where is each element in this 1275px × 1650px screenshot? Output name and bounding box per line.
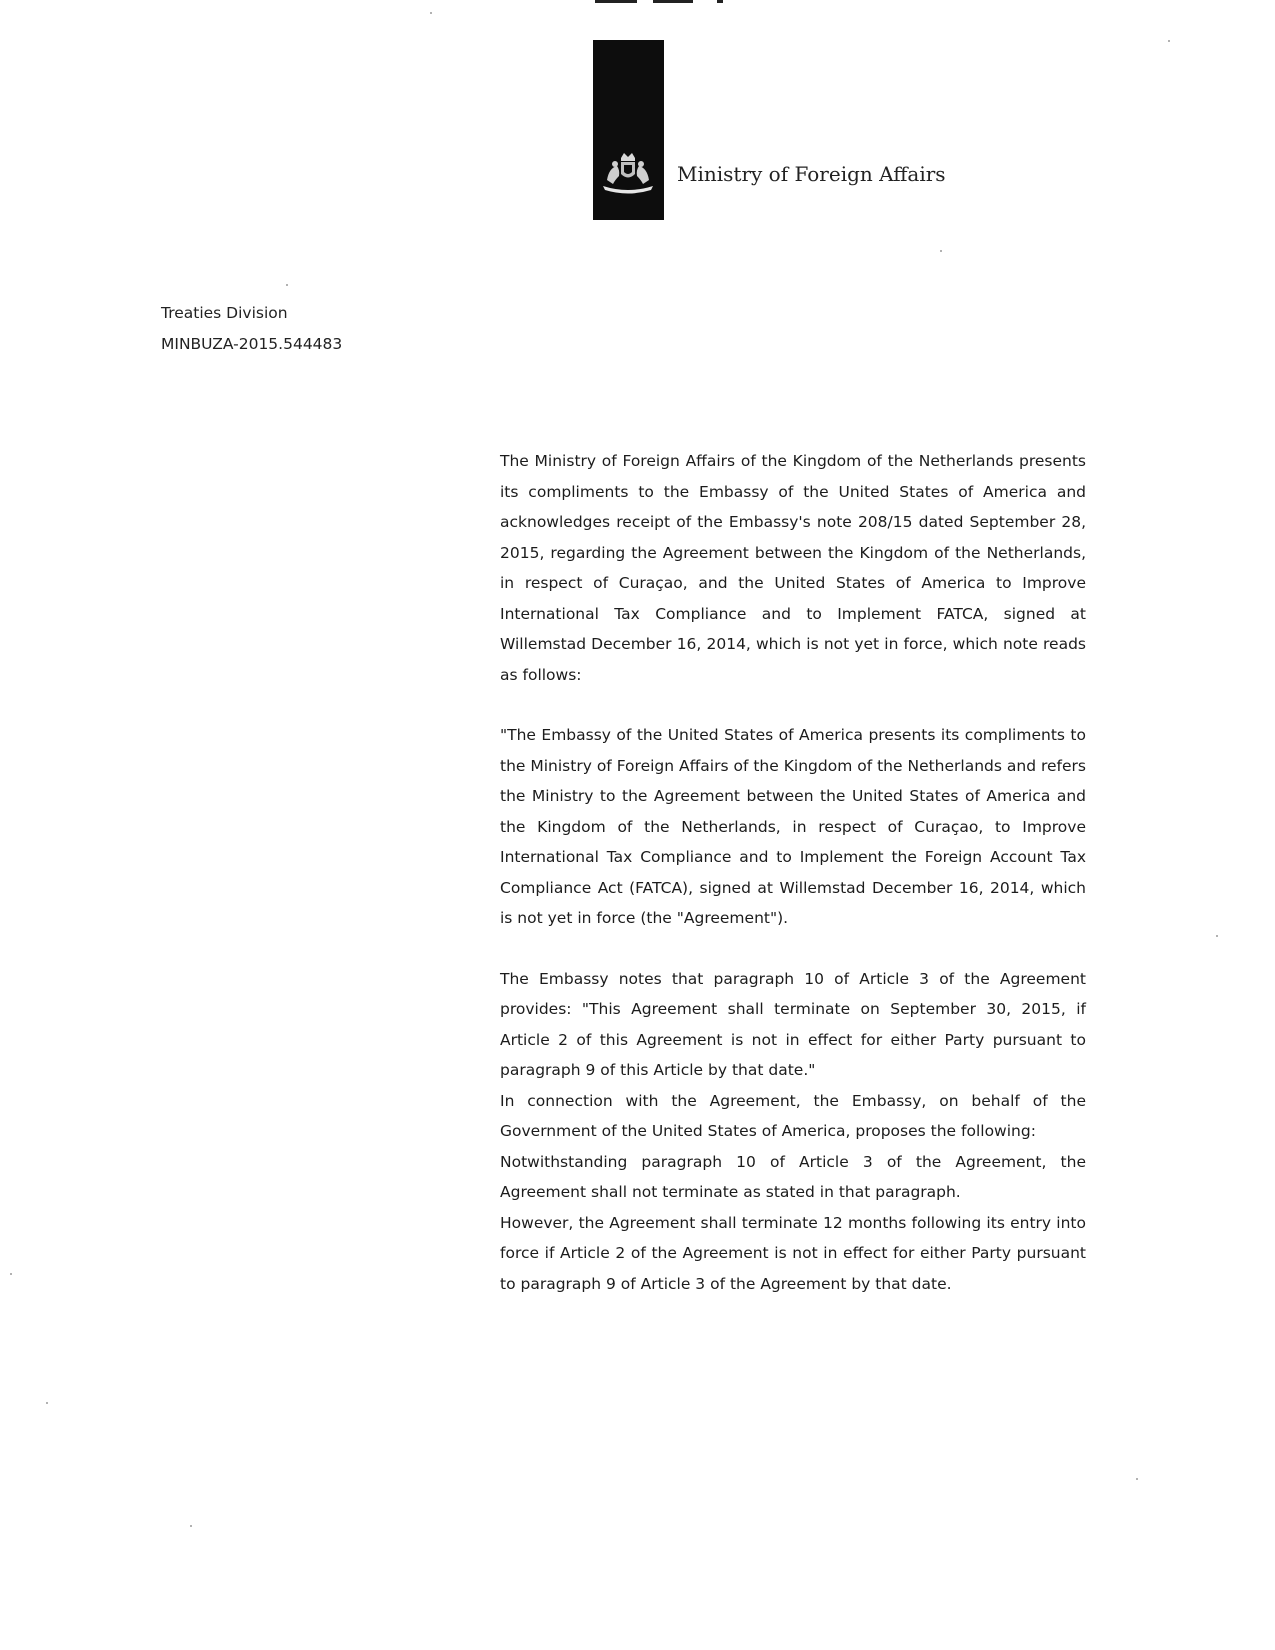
note-body [500,446,1086,1299]
scan-speck [46,1402,48,1404]
ministry-name: Ministry of Foreign Affairs [677,162,946,186]
scan-speck [1136,1478,1138,1480]
top-edge-marks [595,0,755,4]
paragraph-termination: However, the Agreement shall terminate 12 months following its entry into force if Article 2 of the Agreement is not in effect for either Party pursuant to paragraph 9 of Article 3 of the Agreement by that date. [500,1213,1086,1293]
scan-speck [10,1273,12,1275]
scan-speck [430,12,432,14]
scan-speck [1168,40,1170,42]
paragraph-proposal-intro: In connection with the Agreement, the Embassy, on behalf of the Government of the United States of America, proposes the following: [500,1091,1086,1140]
scan-speck [286,284,288,286]
paragraph-article-provision: The Embassy notes that paragraph 10 of Article 3 of the Agreement provides: "This Agreement shall terminate on September 30, 2015, if Article 2 of this Agreement is not in effect for either Party pursuant to paragraph 9 of this Article by that date." [500,969,1086,1079]
reference-number: MINBUZA-2015.544483 [161,335,343,353]
scan-speck [190,1525,192,1527]
scan-speck [1216,935,1218,937]
paragraph-embassy-note-intro: "The Embassy of the United States of America presents its compliments to the Ministry of Foreign Affairs of the Kingdom of the Netherlands and refers the Ministry to the Agreement between the United States of America and the Kingdom of the Netherlands, in respect of Curaçao, to Improve International Tax Compliance and to Implement the Foreign Account Tax Compliance Act (FATCA), signed at Willemstad December 16, 2014, which is not yet in force (the "Agreement"). [500,726,1086,927]
paragraph-acknowledgement: The Ministry of Foreign Affairs of the Kingdom of the Netherlands presents its compliments to the Embassy of the United States of America and acknowledges receipt of the Embassy's note 208/15 dated September 28, 2015, regarding the Agreement between the Kingdom of the Netherlands, in respect of Curaçao, and the United States of America to Improve International Tax Compliance and to Implement FATCA, signed at Willemstad December 16, 2014, which is not yet in force, which note reads as follows: [500,452,1086,684]
letterhead [593,40,946,220]
division-name: Treaties Division [161,304,288,322]
paragraph-notwithstanding: Notwithstanding paragraph 10 of Article 3 of the Agreement, the Agreement shall not terminate as stated in that paragraph. [500,1152,1086,1201]
coat-of-arms-icon [599,150,657,194]
sender-block [161,298,342,360]
emblem-block [593,40,664,220]
scan-speck [940,250,942,252]
